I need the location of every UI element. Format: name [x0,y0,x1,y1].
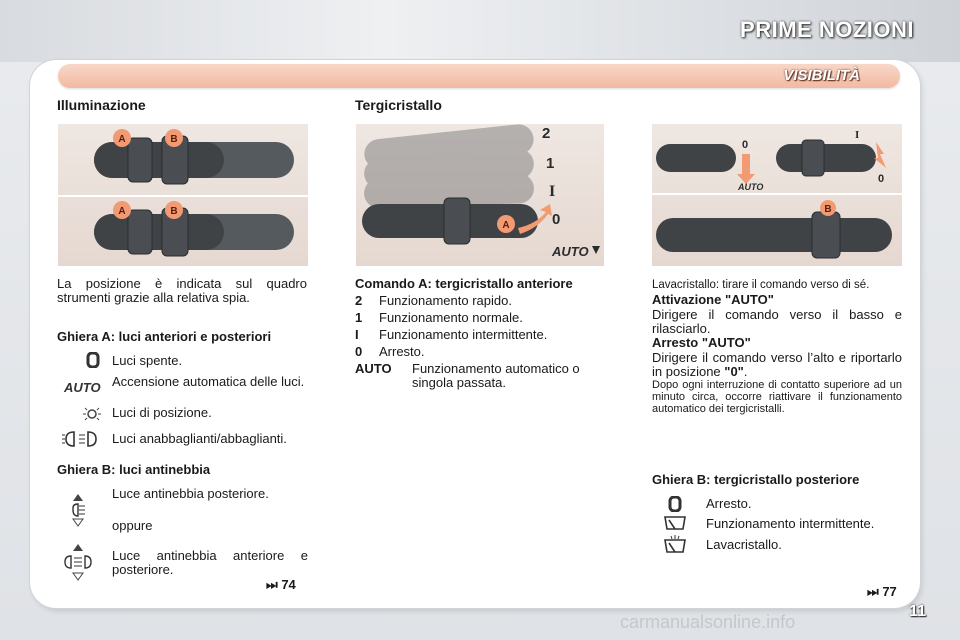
image-label-b2: B [170,206,178,217]
rear-wiper-stalk-illustration [652,124,902,266]
comando-a-title: Comando A: tergicristallo anteriore [355,276,573,291]
headlights-icon [62,430,100,452]
pos-2-label: 2 [542,125,551,142]
comando-item-0: Funzionamento rapido. [379,293,512,308]
ref-page-74[interactable] [266,577,296,593]
comando-key-2: I [355,327,359,342]
image-label-a-wiper: A [502,220,510,231]
rear-fog-icon [68,492,88,532]
ref-page-77[interactable] [867,584,897,600]
rear-ghiera-b-item-0: Arresto. [706,496,752,511]
illuminazione-heading: Illuminazione [57,97,146,113]
pos-i-label: I [549,183,556,200]
pos-auto-label: AUTO [552,244,589,259]
comando-key-1: 1 [355,310,363,325]
comando-item-2: Funzionamento intermittente. [379,327,548,342]
front-wiper-stalk-drawing [356,124,604,266]
comando-key-4: AUTO [355,361,392,376]
rear-zero-icon [668,496,682,516]
comando-item-4: Funzionamento automatico o singola passata. [412,361,580,390]
auto-icon: AUTO [64,380,101,395]
lavacristallo-intro: Lavacristallo: tirare il comando verso di sé. [652,279,870,291]
rear-ghiera-b-item-1: Funzionamento intermittente. [706,516,875,531]
arresto-text-body: Dirigere il comando verso l’alto e riportarlo in posizione [652,350,902,379]
page-number: 11 [909,603,926,620]
front-rear-fog-icon [62,542,94,586]
arresto-title: Arresto "AUTO" [652,335,751,350]
lighting-stalk-drawing [58,124,308,266]
rear-wiper-stalk-drawing [652,124,902,266]
pos-1-label: 1 [546,155,555,172]
rear-ghiera-b-title: Ghiera B: tergicristallo posteriore [652,472,860,487]
ghiera-b-item-1: oppure [112,518,153,533]
ghiera-b-item-0: Luce antinebbia posteriore. [112,486,269,501]
comando-item-1: Funzionamento normale. [379,310,523,325]
lighting-stalk-illustration [58,124,308,266]
arresto-text: Dirigere il comando verso l’alto e riportarlo in posizione "0". [652,350,902,379]
ghiera-a-item-3: Luci anabbaglianti/abbaglianti. [112,431,287,446]
rear-pos-0-label: 0 [742,139,749,151]
pos-0-label: 0 [552,211,561,228]
attivazione-title: Attivazione "AUTO" [652,292,774,307]
attivazione-text: Dirigere il comando verso il basso e rilasciarlo. [652,307,902,336]
fast-forward-icon: ⏭ [867,584,879,599]
image-label-b-rear: B [824,204,832,215]
ghiera-a-item-1: Accensione automatica delle luci. [112,374,305,389]
ghiera-b-title: Ghiera B: luci antinebbia [57,462,211,477]
rear-pos-0b-label: 0 [878,173,885,185]
tergicristallo-heading: Tergicristallo [355,97,442,113]
rear-washer-icon [662,535,688,561]
arresto-text-position: "0" [724,364,744,379]
watermark: carmanualsonline.info [620,612,796,632]
lavacristallo-note: Dopo ogni interruzione di contatto superiore ad un minuto circa, occorre riattivare il funzionamento automatico dei tergicristalli. [652,379,902,415]
section-banner [58,64,900,88]
fast-forward-icon: ⏭ [266,577,278,592]
image-label-a1: A [118,134,126,145]
comando-item-3: Arresto. [379,344,425,359]
page-title: PRIME NOZIONI [740,17,914,42]
sidelights-icon [81,405,103,427]
front-wiper-stalk-illustration [356,124,604,266]
image-label-a2: A [118,206,126,217]
ghiera-a-item-0: Luci spente. [112,353,183,368]
zero-icon [86,352,100,372]
comando-key-0: 2 [355,293,363,308]
illuminazione-intro: La posizione è indicata sul quadro strumenti grazie alla relativa spia. [57,276,307,305]
rear-ghiera-b-item-2: Lavacristallo. [706,537,782,552]
image-label-b1: B [170,134,178,145]
ghiera-b-item-2: Luce antinebbia anteriore e posteriore. [112,548,308,577]
comando-key-3: 0 [355,344,363,359]
ref-page-74-number: 74 [281,577,296,592]
ghiera-a-item-2: Luci di posizione. [112,405,212,420]
ref-page-77-number: 77 [882,584,897,599]
rear-pos-i-label: I [855,129,860,141]
rear-auto-label: AUTO [738,182,764,192]
section-title: VISIBILITÀ [783,67,860,84]
ghiera-a-title: Ghiera A: luci anteriori e posteriori [57,329,272,344]
